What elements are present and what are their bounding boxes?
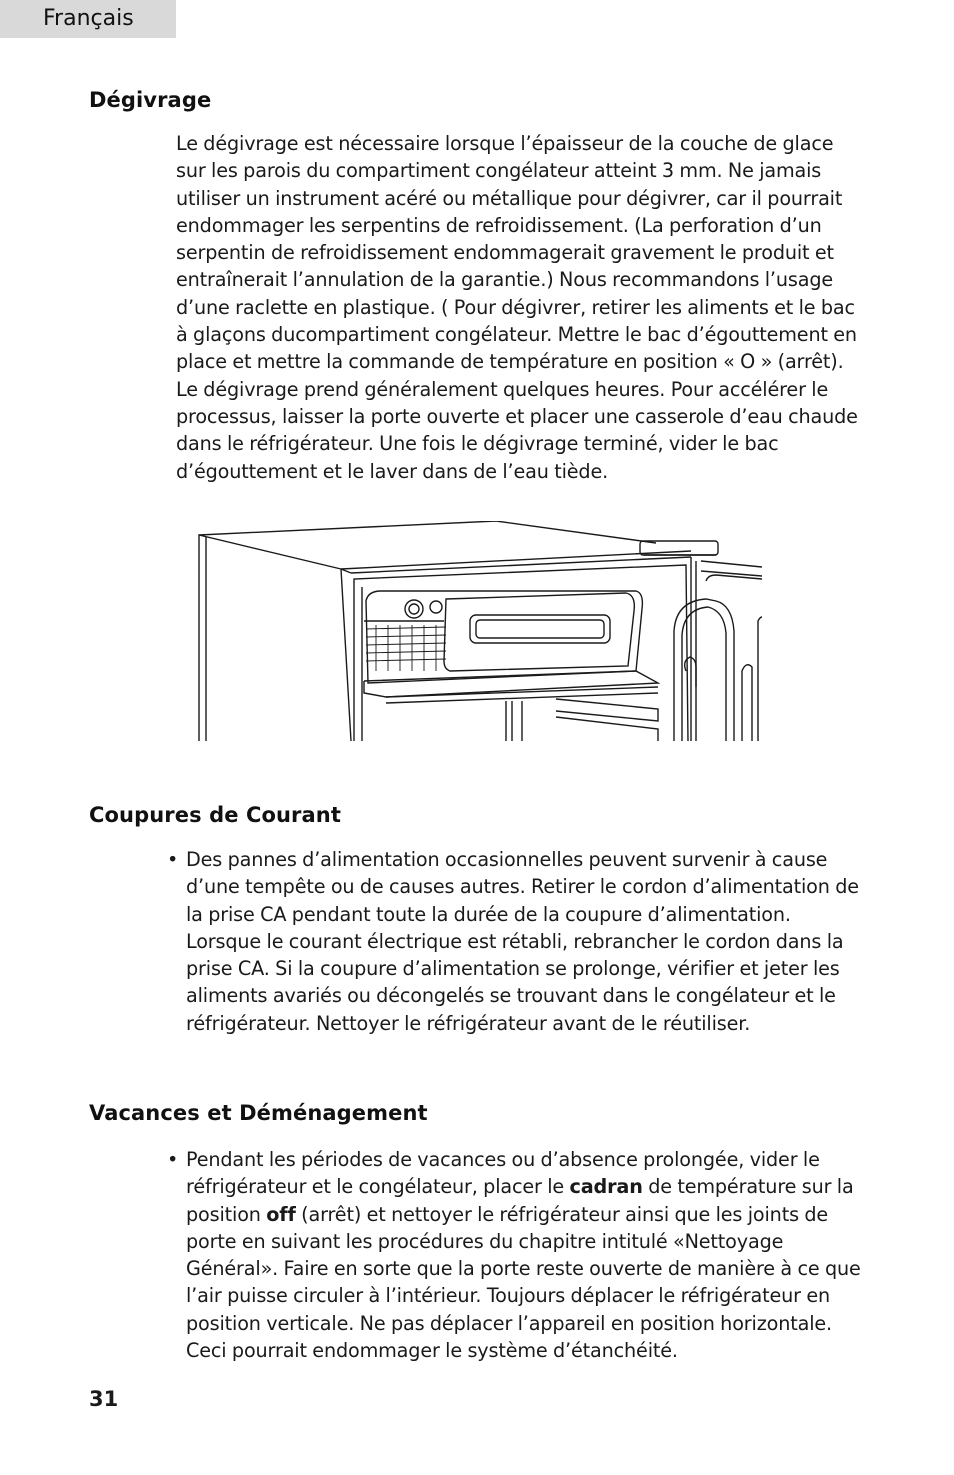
vacation-text bbox=[186, 1146, 867, 1364]
vacation-text-part3: (arrêt) et nettoyer le réfrigérateur ainsi que les joints de porte en suivant les procédures du chapitre intitulé «Nettoyage Général». Faire en sorte que la porte reste ouverte de manière à ce que l’air puisse circuler à l’intérieur. Toujours déplacer le réfrigérateur en position verticale. Ne pas déplacer l’appareil en position horizontale. Ceci pourrait endommager le système d’étanchéité. bbox=[186, 1202, 861, 1363]
vacation-bold-dial: cadran bbox=[569, 1175, 643, 1199]
power-outage-text: Des pannes d’alimentation occasionnelles peuvent survenir à cause d’une tempête ou de causes autres. Retirer le cordon d’alimentation de la prise CA pendant toute la durée de la coupure d’alimentation. Lorsque le courant électrique est rétabli, rebrancher le cordon dans la prise CA. Si la coupure d’alimentation se prolonge, vérifier et jeter les aliments avariés ou décongelés se trouvant dans le congélateur et le réfrigérateur. Nettoyer le réfrigérateur avant de le réutiliser. bbox=[186, 848, 859, 1035]
vacation-text-part2: de température sur la position bbox=[186, 1175, 854, 1226]
bullet-point: • bbox=[167, 1148, 179, 1171]
power-outage-bullet-item bbox=[167, 846, 867, 1037]
language-tab: Français bbox=[0, 0, 176, 38]
vacation-text-part1: Pendant les périodes de vacances ou d’absence prolongée, vider le réfrigérateur et le congélateur, placer le bbox=[186, 1148, 820, 1199]
vacation-bold-off: off bbox=[266, 1202, 296, 1226]
section-title-vacation: Vacances et Déménagement bbox=[89, 1101, 428, 1125]
page-number: 31 bbox=[89, 1387, 119, 1411]
section-title-defrost: Dégivrage bbox=[89, 88, 212, 112]
refrigerator-freezer-illustration bbox=[196, 521, 762, 742]
defrost-paragraph: Le dégivrage est nécessaire lorsque l’épaisseur de la couche de glace sur les parois du compartiment congélateur atteint 3 mm. Ne jamais utiliser un instrument acéré ou métallique pour dégivrer, car il pourrait endommager les serpentins de refroidissement. (La perforation d’un serpentin de refroidissement endommagerait gravement le produit et entraînerait l’annulation de la garantie.) Nous recommandons l’usage d’une raclette en plastique. ( Pour dégivrer, retirer les aliments et le bac à glaçons ducompartiment congélateur. Mettre le bac d’égouttement en place et mettre la commande de température en position « O » (arrêt). Le dégivrage prend généralement quelques heures. Pour accélérer le processus, laisser la porte ouverte et placer une casserole d’eau chaude dans le réfrigérateur. Une fois le dégivrage terminé, vider le bac d’égouttement et le laver dans de l’eau tiède. bbox=[176, 132, 858, 483]
bullet-point: • bbox=[167, 848, 179, 871]
vacation-bullet-item bbox=[167, 1146, 867, 1364]
section-title-power-outage: Coupures de Courant bbox=[89, 803, 341, 827]
